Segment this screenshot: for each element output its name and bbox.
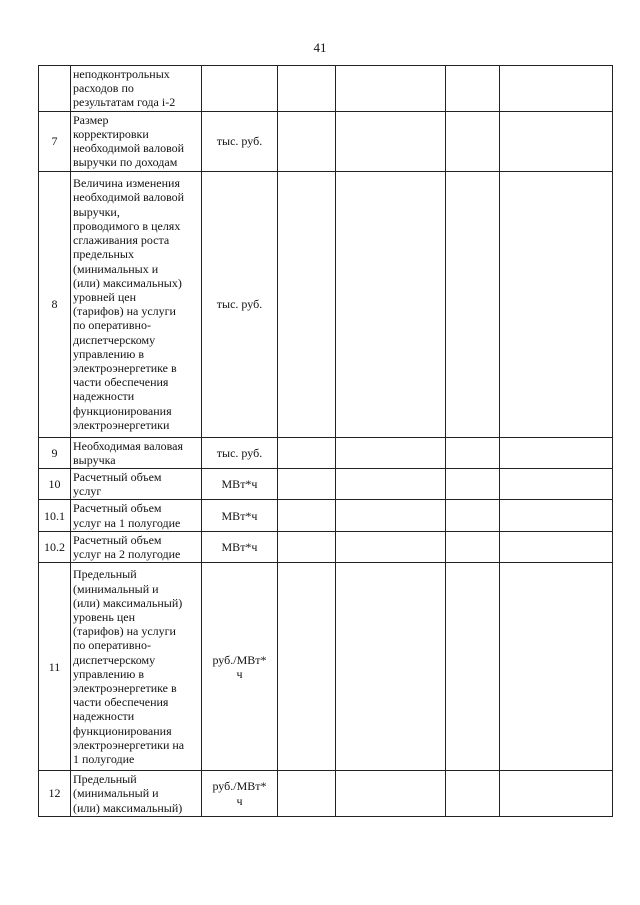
value-cell bbox=[278, 531, 336, 562]
value-cell bbox=[336, 531, 446, 562]
value-cell bbox=[278, 563, 336, 771]
page-number: 41 bbox=[313, 40, 327, 55]
table-row bbox=[39, 171, 613, 437]
value-cell bbox=[278, 469, 336, 500]
indicator-name-text: Предельный (минимальный и (или) максимальный) уровень цен (тарифов) на услуги по оперативно- диспетчерскому управлению в электроэнергетике в части обеспечения надежности функционирования электроэнергетики на 1 полугодие bbox=[73, 567, 185, 766]
value-cell bbox=[278, 111, 336, 171]
indicator-name bbox=[71, 531, 202, 562]
value-cell bbox=[446, 437, 500, 468]
value-cell bbox=[446, 563, 500, 771]
indicator-name-text: Расчетный объем услуг на 2 полугодие bbox=[73, 532, 181, 562]
unit-text: МВт*ч bbox=[221, 539, 258, 554]
indicator-name-text: Необходимая валовая выручка bbox=[73, 438, 184, 467]
indicator-name-text: неподконтрольных расходов по результатам года i-2 bbox=[73, 67, 176, 110]
unit-text: руб./МВт* ч bbox=[212, 652, 267, 681]
value-cell bbox=[446, 500, 500, 531]
table-row bbox=[39, 111, 613, 171]
unit-cell bbox=[202, 469, 278, 500]
value-cell bbox=[500, 171, 613, 437]
indicator-name bbox=[71, 469, 202, 500]
unit-text: руб./МВт* ч bbox=[212, 779, 267, 808]
value-cell bbox=[336, 171, 446, 437]
unit-cell bbox=[202, 437, 278, 468]
unit-text: МВт*ч bbox=[221, 508, 258, 523]
indicator-name-text: Размер корректировки необходимой валовой выручки по доходам bbox=[73, 112, 185, 170]
indicator-name bbox=[71, 66, 202, 112]
value-cell bbox=[446, 771, 500, 817]
unit-cell bbox=[202, 771, 278, 817]
value-cell bbox=[446, 111, 500, 171]
value-cell bbox=[278, 171, 336, 437]
value-cell bbox=[336, 469, 446, 500]
table-row bbox=[39, 563, 613, 771]
value-cell bbox=[278, 437, 336, 468]
indicator-name-text: Расчетный объем услуг bbox=[73, 470, 162, 499]
value-cell bbox=[500, 66, 613, 112]
unit-cell bbox=[202, 171, 278, 437]
row-number: 7 bbox=[39, 111, 71, 171]
table-row bbox=[39, 531, 613, 562]
unit-cell bbox=[202, 66, 278, 112]
unit-cell bbox=[202, 531, 278, 562]
unit-cell bbox=[202, 111, 278, 171]
table-row bbox=[39, 437, 613, 468]
tariff-table bbox=[38, 65, 613, 817]
value-cell bbox=[500, 500, 613, 531]
table-row bbox=[39, 66, 613, 112]
unit-cell bbox=[202, 500, 278, 531]
indicator-name bbox=[71, 771, 202, 817]
value-cell bbox=[500, 771, 613, 817]
value-cell bbox=[446, 66, 500, 112]
value-cell bbox=[336, 437, 446, 468]
indicator-name-text: Расчетный объем услуг на 1 полугодие bbox=[73, 501, 181, 530]
value-cell bbox=[278, 771, 336, 817]
unit-text: тыс. руб. bbox=[216, 445, 263, 460]
unit-text: тыс. руб. bbox=[216, 297, 263, 311]
indicator-name bbox=[71, 437, 202, 468]
value-cell bbox=[446, 171, 500, 437]
indicator-name bbox=[71, 563, 202, 771]
value-cell bbox=[500, 469, 613, 500]
table-row bbox=[39, 771, 613, 817]
value-cell bbox=[336, 563, 446, 771]
row-number: 8 bbox=[39, 171, 71, 437]
value-cell bbox=[500, 563, 613, 771]
unit-cell bbox=[202, 563, 278, 771]
row-number: 10.2 bbox=[39, 531, 71, 562]
unit-text: МВт*ч bbox=[221, 477, 258, 492]
value-cell bbox=[500, 111, 613, 171]
indicator-name bbox=[71, 171, 202, 437]
table-row bbox=[39, 500, 613, 531]
indicator-name bbox=[71, 111, 202, 171]
value-cell bbox=[500, 531, 613, 562]
value-cell bbox=[446, 469, 500, 500]
row-number: 9 bbox=[39, 437, 71, 468]
value-cell bbox=[278, 500, 336, 531]
row-number: 11 bbox=[39, 563, 71, 771]
indicator-name-text: Величина изменения необходимой валовой выручки, проводимого в целях сглаживания роста предельных (минимальных и (или) максимальных) уровней цен (тарифов) на услуги по оперативно- диспетчерскому управлению в электроэнергетике в части обеспечения надежности функционирования электроэнергетики bbox=[73, 176, 185, 432]
value-cell bbox=[336, 66, 446, 112]
value-cell bbox=[336, 111, 446, 171]
value-cell bbox=[500, 437, 613, 468]
row-number bbox=[39, 66, 71, 112]
indicator-name bbox=[71, 500, 202, 531]
value-cell bbox=[336, 500, 446, 531]
value-cell bbox=[446, 531, 500, 562]
indicator-name-text: Предельный (минимальный и (или) максимальный) bbox=[73, 772, 183, 815]
row-number: 10.1 bbox=[39, 500, 71, 531]
row-number: 10 bbox=[39, 469, 71, 500]
value-cell bbox=[278, 66, 336, 112]
table-row bbox=[39, 469, 613, 500]
value-cell bbox=[336, 771, 446, 817]
row-number: 12 bbox=[39, 771, 71, 817]
unit-text: тыс. руб. bbox=[216, 134, 263, 148]
table-body bbox=[39, 66, 613, 817]
